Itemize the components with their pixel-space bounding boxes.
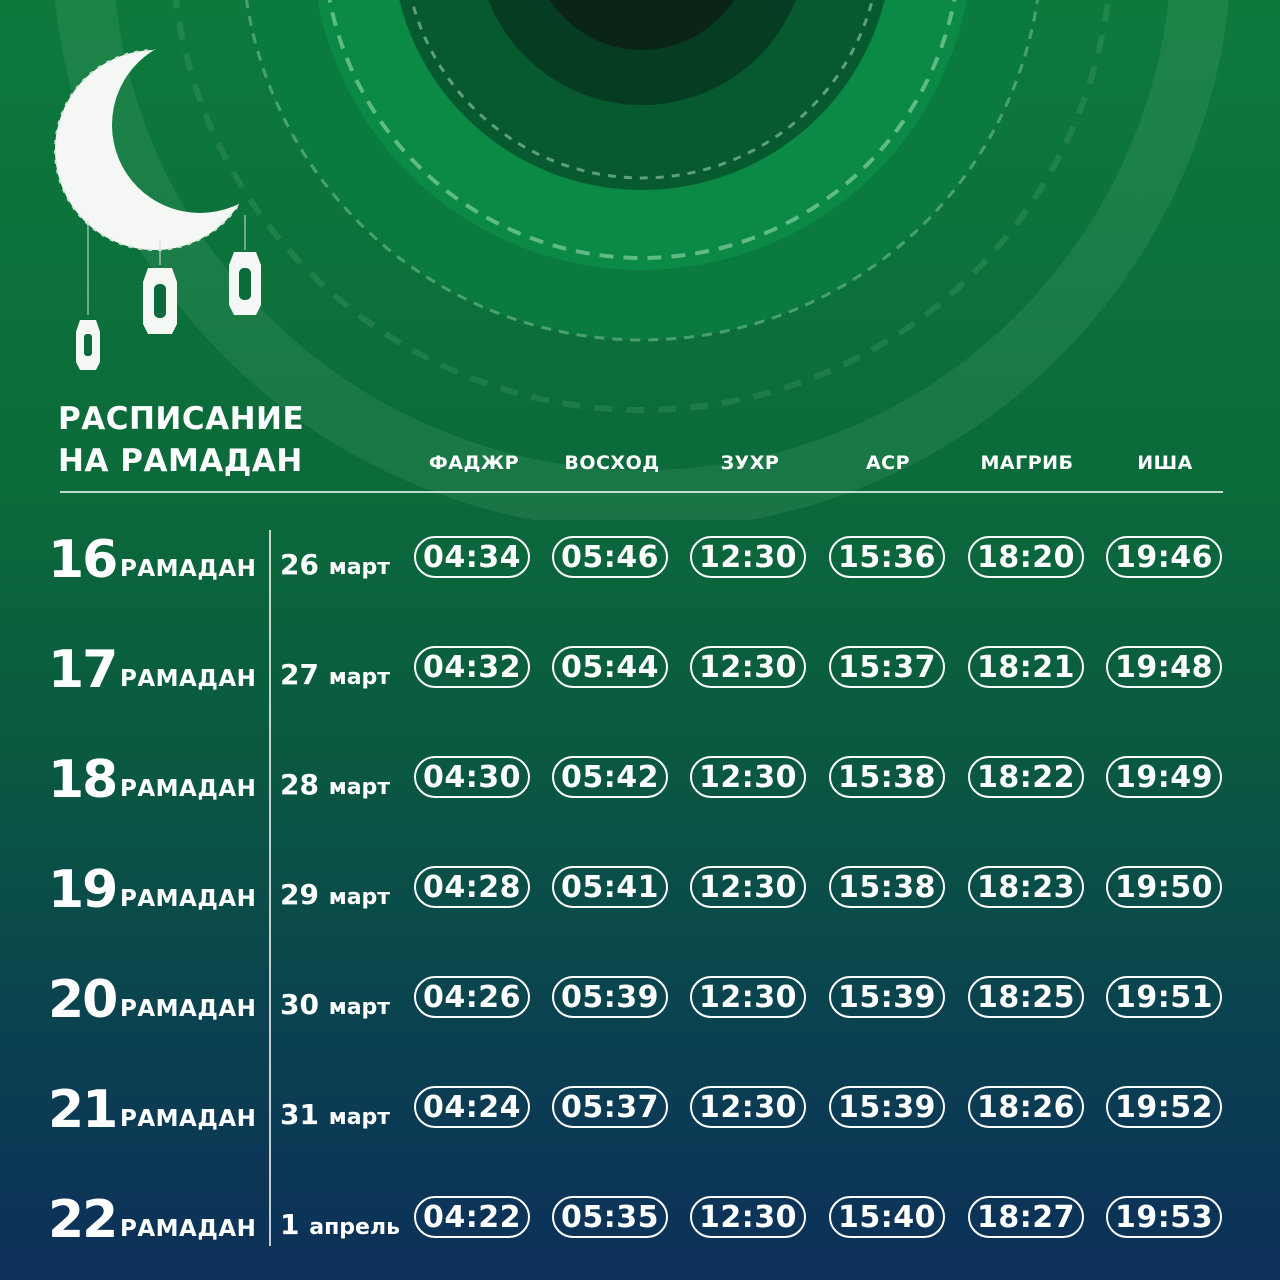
time-maghrib: 18:21: [968, 646, 1084, 688]
table-row: [0, 1080, 1280, 1146]
time-maghrib: 18:26: [968, 1086, 1084, 1128]
date-month: март: [328, 665, 391, 690]
time-sunrise: 05:35: [552, 1196, 668, 1238]
gregorian-date: [280, 658, 390, 691]
time-isha: 19:51: [1106, 976, 1222, 1018]
date-month: март: [328, 1105, 391, 1130]
date-month: апрель: [309, 1215, 400, 1240]
time-maghrib: 18:20: [968, 536, 1084, 578]
time-dhuhr: 12:30: [690, 536, 806, 578]
time-maghrib: 18:27: [968, 1196, 1084, 1238]
gregorian-date: [280, 988, 390, 1021]
date-number: 30: [280, 988, 319, 1021]
time-dhuhr: 12:30: [690, 1086, 806, 1128]
table-row: [0, 860, 1280, 926]
table-row: [0, 1190, 1280, 1256]
time-fajr: 04:32: [414, 646, 530, 688]
time-isha: 19:49: [1106, 756, 1222, 798]
ramadan-label: РАМАДАН: [120, 1216, 257, 1242]
page-title: [58, 398, 304, 482]
time-sunrise: 05:41: [552, 866, 668, 908]
ramadan-day: 19: [48, 860, 117, 920]
date-number: 28: [280, 768, 319, 801]
ramadan-label: РАМАДАН: [120, 556, 257, 582]
time-isha: 19:52: [1106, 1086, 1222, 1128]
time-fajr: 04:34: [414, 536, 530, 578]
gregorian-date: [280, 1208, 400, 1241]
time-isha: 19:53: [1106, 1196, 1222, 1238]
time-fajr: 04:28: [414, 866, 530, 908]
time-dhuhr: 12:30: [690, 1196, 806, 1238]
date-number: 26: [280, 548, 319, 581]
time-isha: 19:48: [1106, 646, 1222, 688]
ramadan-label: РАМАДАН: [120, 1106, 257, 1132]
column-header-fajr: ФАДЖР: [428, 452, 520, 474]
time-sunrise: 05:46: [552, 536, 668, 578]
time-dhuhr: 12:30: [690, 976, 806, 1018]
ramadan-day: 21: [48, 1080, 117, 1140]
column-header-sunrise: ВОСХОД: [564, 452, 660, 474]
table-row: [0, 640, 1280, 706]
time-fajr: 04:30: [414, 756, 530, 798]
column-header-maghrib: МАГРИБ: [980, 452, 1074, 474]
time-asr: 15:38: [829, 756, 945, 798]
time-fajr: 04:24: [414, 1086, 530, 1128]
time-asr: 15:40: [829, 1196, 945, 1238]
time-maghrib: 18:22: [968, 756, 1084, 798]
time-maghrib: 18:23: [968, 866, 1084, 908]
ramadan-label: РАМАДАН: [120, 996, 257, 1022]
time-dhuhr: 12:30: [690, 866, 806, 908]
time-maghrib: 18:25: [968, 976, 1084, 1018]
table-row: [0, 970, 1280, 1036]
column-header-asr: АСР: [865, 452, 911, 474]
ramadan-day: 18: [48, 750, 117, 810]
time-sunrise: 05:37: [552, 1086, 668, 1128]
time-fajr: 04:22: [414, 1196, 530, 1238]
ramadan-label: РАМАДАН: [120, 666, 257, 692]
date-month: март: [328, 885, 391, 910]
crescent-moon-lanterns-icon: [40, 30, 280, 380]
date-month: март: [328, 775, 391, 800]
time-sunrise: 05:44: [552, 646, 668, 688]
time-asr: 15:37: [829, 646, 945, 688]
date-month: март: [328, 555, 391, 580]
gregorian-date: [280, 878, 390, 911]
time-asr: 15:38: [829, 866, 945, 908]
time-asr: 15:39: [829, 1086, 945, 1128]
ramadan-label: РАМАДАН: [120, 776, 257, 802]
date-number: 31: [280, 1098, 319, 1131]
date-month: март: [328, 995, 391, 1020]
time-asr: 15:36: [829, 536, 945, 578]
table-row: [0, 750, 1280, 816]
table-row: [0, 530, 1280, 596]
title-line-1: РАСПИСАНИЕ: [58, 401, 305, 437]
time-dhuhr: 12:30: [690, 646, 806, 688]
time-asr: 15:39: [829, 976, 945, 1018]
ramadan-day: 17: [48, 640, 117, 700]
ramadan-day: 20: [48, 970, 117, 1030]
column-header-isha: ИША: [1137, 452, 1193, 474]
ramadan-day: 16: [48, 530, 117, 590]
time-dhuhr: 12:30: [690, 756, 806, 798]
ramadan-day: 22: [48, 1190, 117, 1250]
date-number: 29: [280, 878, 319, 911]
header-divider: [60, 491, 1223, 493]
date-number: 27: [280, 658, 319, 691]
time-sunrise: 05:42: [552, 756, 668, 798]
ramadan-label: РАМАДАН: [120, 886, 257, 912]
time-isha: 19:46: [1106, 536, 1222, 578]
time-isha: 19:50: [1106, 866, 1222, 908]
time-sunrise: 05:39: [552, 976, 668, 1018]
gregorian-date: [280, 548, 390, 581]
time-fajr: 04:26: [414, 976, 530, 1018]
column-header-dhuhr: ЗУХР: [720, 452, 780, 474]
title-line-2: НА РАМАДАН: [58, 443, 303, 479]
date-number: 1: [280, 1208, 300, 1241]
gregorian-date: [280, 768, 390, 801]
gregorian-date: [280, 1098, 390, 1131]
